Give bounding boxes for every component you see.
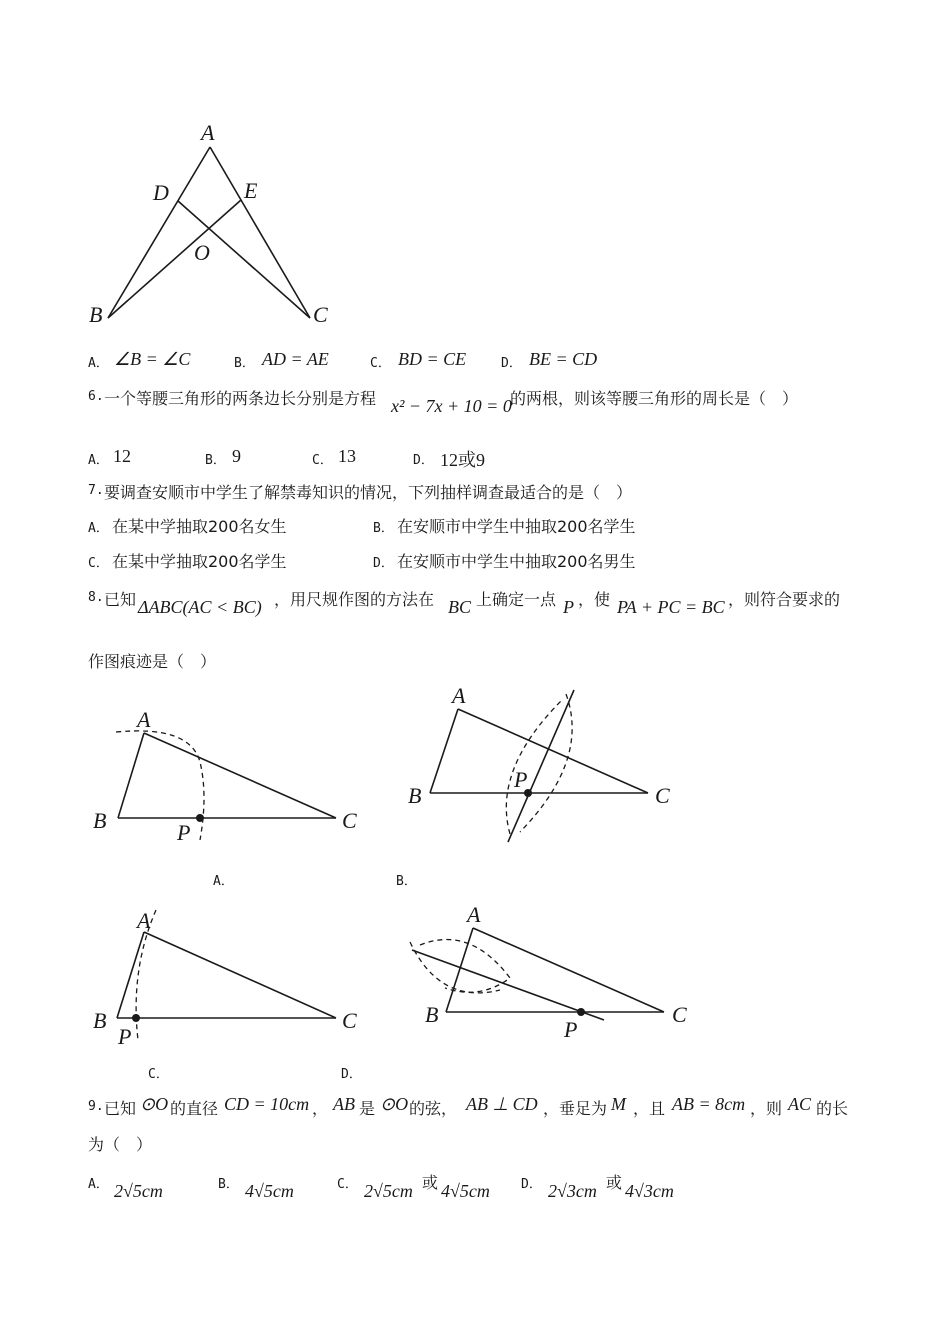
q9-text-5: 的弦， <box>409 1099 458 1118</box>
q8-caption-a: A． <box>213 874 234 889</box>
q8d-perpendicular-bisector <box>412 950 604 1020</box>
q8-caption-b: B． <box>396 874 417 889</box>
q9-math-4: ⊙O <box>380 1094 409 1114</box>
q8d-side-ac <box>473 928 664 1012</box>
q9-option-b-letter: B． <box>218 1177 239 1192</box>
q9-text-8: ，则 <box>750 1099 783 1118</box>
q8a-point-p <box>196 814 204 822</box>
q9-text-2: 的直径 <box>170 1099 219 1118</box>
q7-option-d-value: 在安顺市中学生中抽取200名男生 <box>397 552 636 571</box>
q5-option-b-expr: AD = AE <box>262 349 329 369</box>
q7-option-b-value: 在安顺市中学生中抽取200名学生 <box>397 517 636 536</box>
q6-option-d-value: 12或9 <box>440 450 485 470</box>
q8-text-4: ，使 <box>578 590 611 609</box>
q8c-label-c: C <box>342 1008 357 1033</box>
q5-segment-be <box>108 200 241 318</box>
q8b-label-a: A <box>452 683 466 708</box>
q8-figure-b <box>400 680 700 850</box>
q9-option-d-or: 或 <box>606 1173 623 1192</box>
q8a-label-a: A <box>137 707 151 732</box>
q9-option-c-value-2: 4√5cm <box>441 1181 490 1201</box>
q8a-side-ac <box>144 733 336 818</box>
q9-option-d-value-1: 2√3cm <box>548 1181 597 1201</box>
q6-option-a-value: 12 <box>113 446 131 466</box>
q5-option-d-expr: BE = CD <box>529 349 598 369</box>
q6-option-c-letter: C． <box>312 453 333 468</box>
q8-figure-a <box>85 700 375 850</box>
q5-side-ac <box>210 147 310 318</box>
q7-text: 要调查安顺市中学生了解禁毒知识的情况，下列抽样调查最适合的是（ ） <box>104 483 633 502</box>
q6-number: 6. <box>88 389 104 404</box>
q8-text-5: ，则符合要求的 <box>728 590 841 609</box>
q7-option-d-letter: D． <box>373 556 394 571</box>
q8c-label-p: P <box>118 1024 132 1049</box>
q8c-side-ac <box>144 932 336 1018</box>
q5-option-c-expr: BD = CE <box>398 349 467 369</box>
q5-label-a: A <box>201 120 215 145</box>
q8a-label-b: B <box>93 808 107 833</box>
q8-math-4: PA + PC = BC <box>617 597 725 617</box>
q9-text-6: ，垂足为 <box>543 1099 608 1118</box>
q5-label-c: C <box>313 302 328 327</box>
q5-option-c-letter: C． <box>370 356 391 371</box>
q8b-side-ac <box>458 709 648 793</box>
q9-option-c-value-1: 2√5cm <box>364 1181 413 1201</box>
q6-option-b-value: 9 <box>232 446 241 466</box>
q8-line-2: 作图痕迹是（ ） <box>88 652 217 671</box>
q9-math-7: AB = 8cm <box>672 1094 746 1114</box>
q9-math-8: AC <box>788 1094 812 1114</box>
q5-label-o: O <box>194 240 210 265</box>
q6-option-a-letter: A． <box>88 453 109 468</box>
q8d-construction-arc-1 <box>420 940 510 993</box>
q9-text-9: 的长 <box>816 1099 849 1118</box>
q6-option-b-letter: B． <box>205 453 226 468</box>
q8c-point-p <box>132 1014 140 1022</box>
q8-figure-c <box>85 900 375 1050</box>
q8a-construction-arc <box>116 731 204 840</box>
q9-math-3: AB <box>333 1094 355 1114</box>
q9-option-a-value: 2√5cm <box>114 1181 163 1201</box>
q8c-label-a: A <box>137 908 151 933</box>
q6-option-c-value: 13 <box>338 446 356 466</box>
q8-math-2: BC <box>448 597 472 617</box>
q9-number: 9. <box>88 1099 104 1114</box>
q9-option-d-value-2: 4√3cm <box>625 1181 674 1201</box>
q9-option-c-letter: C． <box>337 1177 358 1192</box>
q8a-label-c: C <box>342 808 357 833</box>
q5-label-e: E <box>244 178 258 203</box>
q6-option-d-letter: D． <box>413 453 434 468</box>
q5-option-d-letter: D． <box>501 356 522 371</box>
q9-text-1: 已知 <box>104 1099 137 1118</box>
q6-text-before: 一个等腰三角形的两条边长分别是方程 <box>104 389 377 408</box>
q8d-point-p <box>577 1008 585 1016</box>
q9-text-3: ， <box>312 1099 329 1118</box>
q8-text-2: ，用尺规作图的方法在 <box>274 590 435 609</box>
q8b-label-b: B <box>408 783 422 808</box>
q5-option-a-expr: ∠B = ∠C <box>114 349 191 369</box>
q9-math-5: AB ⊥ CD <box>466 1094 538 1114</box>
q5-label-b: B <box>89 302 103 327</box>
q5-figure <box>80 115 360 335</box>
q8-text-1: 已知 <box>104 590 137 609</box>
q9-text-4: 是 <box>359 1099 376 1118</box>
q8b-perpendicular-bisector <box>508 690 574 842</box>
q9-math-1: ⊙O <box>140 1094 169 1114</box>
q7-option-a-value: 在某中学抽取200名女生 <box>112 517 287 536</box>
q7-option-b-letter: B． <box>373 521 394 536</box>
q6-text-after: 的两根，则该等腰三角形的周长是（ ） <box>510 389 799 408</box>
q8-text-3: 上确定一点 <box>476 590 557 609</box>
q9-option-b-value: 4√5cm <box>245 1181 294 1201</box>
q8-caption-c: C． <box>148 1067 169 1082</box>
q9-text-7: ，且 <box>633 1099 666 1118</box>
q8b-side-ab <box>430 709 458 793</box>
q5-side-ab <box>108 147 210 318</box>
q9-math-2: CD = 10cm <box>224 1094 310 1114</box>
q9-math-6: M <box>611 1094 626 1114</box>
q9-line-2: 为（ ） <box>88 1135 153 1154</box>
q8a-side-ab <box>118 733 144 818</box>
q9-option-a-letter: A． <box>88 1177 109 1192</box>
q8-caption-d: D． <box>341 1067 362 1082</box>
q8d-label-p: P <box>564 1017 578 1042</box>
q8b-construction-arc-1 <box>520 694 572 832</box>
q8c-side-ab <box>117 932 144 1018</box>
q8-math-1: ΔABC(AC < BC) <box>138 597 262 617</box>
q8b-label-p: P <box>514 767 528 792</box>
q9-option-d-letter: D． <box>521 1177 542 1192</box>
q5-label-d: D <box>153 180 169 205</box>
q8d-label-a: A <box>467 902 481 927</box>
q8-math-3: P <box>563 597 574 617</box>
q7-option-c-letter: C． <box>88 556 109 571</box>
q8d-label-b: B <box>425 1002 439 1027</box>
q6-equation: x² − 7x + 10 = 0 <box>391 396 512 416</box>
q7-option-c-value: 在某中学抽取200名学生 <box>112 552 287 571</box>
q8-figure-d <box>400 900 700 1050</box>
q7-number: 7. <box>88 483 104 498</box>
q8c-label-b: B <box>93 1008 107 1033</box>
q8b-label-c: C <box>655 783 670 808</box>
q5-option-b-letter: B． <box>234 356 255 371</box>
q7-option-a-letter: A． <box>88 521 109 536</box>
q5-option-a-letter: A． <box>88 356 109 371</box>
q8d-label-c: C <box>672 1002 687 1027</box>
q9-option-c-or: 或 <box>422 1173 439 1192</box>
q8a-label-p: P <box>177 820 191 845</box>
q8-number: 8. <box>88 590 104 605</box>
